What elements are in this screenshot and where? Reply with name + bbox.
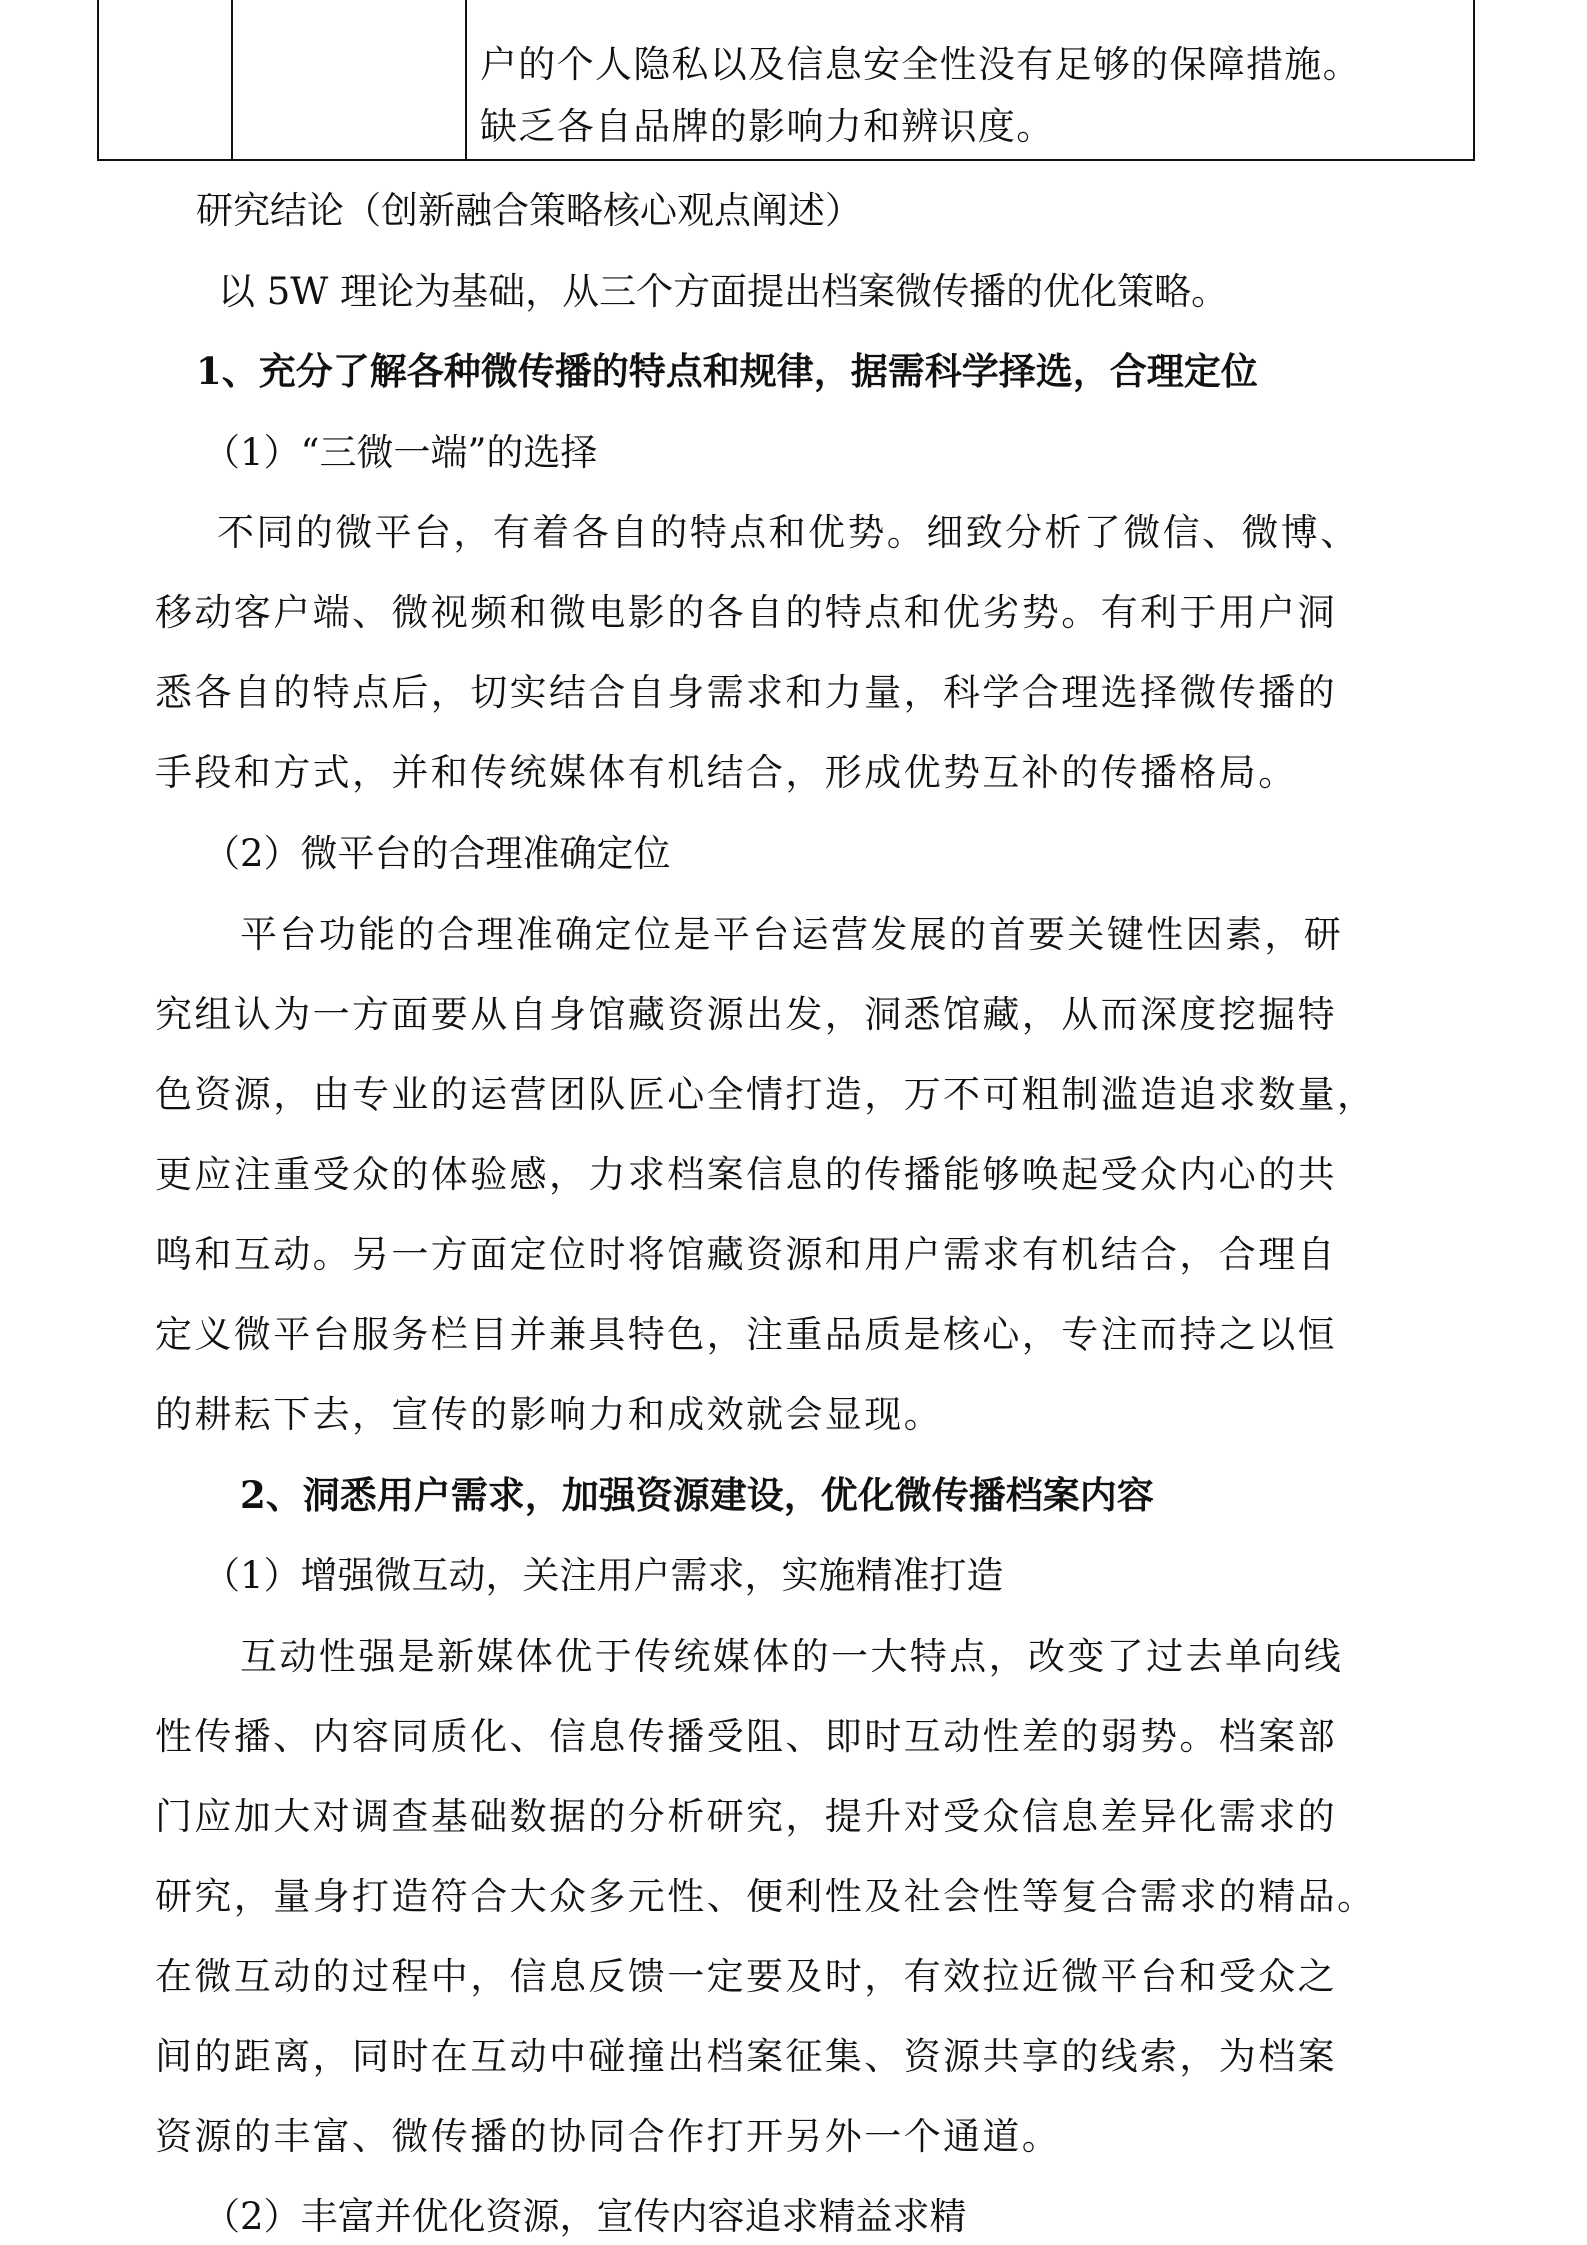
paragraph-line: 互动性强是新媒体优于传统媒体的一大特点，改变了过去单向线	[240, 1635, 1344, 1678]
paragraph-line: 手段和方式，并和传统媒体有机结合，形成优势互补的传播格局。	[155, 751, 1298, 794]
part2-sub1-title: （1）增强微互动，关注用户需求，实施精准打造	[203, 1554, 1004, 1597]
paragraph-line: 移动客户端、微视频和微电影的各自的特点和优劣势。有利于用户洞	[155, 591, 1337, 634]
part2-title: 2、洞悉用户需求，加强资源建设，优化微传播档案内容	[240, 1473, 1154, 1517]
part1-sub2-title: （2）微平台的合理准确定位	[203, 832, 671, 875]
paragraph-line: 的耕耘下去，宣传的影响力和成效就会显现。	[155, 1393, 943, 1436]
table-cell-line: 缺乏各自品牌的影响力和辨识度。	[480, 105, 1055, 148]
intro-paragraph: 以 5W 理论为基础，从三个方面提出档案微传播的优化策略。	[218, 270, 1229, 313]
part2-sub2-title: （2）丰富并优化资源，宣传内容追求精益求精	[203, 2195, 967, 2238]
section-heading: 研究结论（创新融合策略核心观点阐述）	[196, 189, 862, 232]
paragraph-line: 资源的丰富、微传播的协同合作打开另外一个通道。	[155, 2115, 1062, 2158]
paragraph-line: 研究，量身打造符合大众多元性、便利性及社会性等复合需求的精品。	[155, 1875, 1377, 1918]
paragraph-line: 色资源，由专业的运营团队匠心全情打造，万不可粗制滥造追求数量，	[155, 1073, 1377, 1116]
paragraph-line: 鸣和互动。另一方面定位时将馆藏资源和用户需求有机结合，合理自	[155, 1233, 1337, 1276]
paragraph-line: 门应加大对调查基础数据的分析研究，提升对受众信息差异化需求的	[155, 1795, 1337, 1838]
paragraph-line: 平台功能的合理准确定位是平台运营发展的首要关键性因素，研	[240, 913, 1344, 956]
paragraph-line: 性传播、内容同质化、信息传播受阻、即时互动性差的弱势。档案部	[155, 1715, 1337, 1758]
table-cell-line: 户的个人隐私以及信息安全性没有足够的保障措施。	[480, 43, 1361, 86]
paragraph-line: 不同的微平台，有着各自的特点和优势。细致分析了微信、微博、	[217, 511, 1360, 554]
paragraph-line: 间的距离，同时在互动中碰撞出档案征集、资源共享的线索，为档案	[155, 2035, 1337, 2078]
table-column-divider	[231, 0, 233, 159]
table-column-divider	[465, 0, 467, 159]
paragraph-line: 究组认为一方面要从自身馆藏资源出发，洞悉馆藏，从而深度挖掘特	[155, 993, 1337, 1036]
paragraph-line: 更应注重受众的体验感，力求档案信息的传播能够唤起受众内心的共	[155, 1153, 1337, 1196]
paragraph-line: 定义微平台服务栏目并兼具特色，注重品质是核心，专注而持之以恒	[155, 1313, 1337, 1356]
paragraph-line: 在微互动的过程中，信息反馈一定要及时，有效拉近微平台和受众之	[155, 1955, 1337, 1998]
part1-sub1-title: （1）“三微一端”的选择	[203, 431, 598, 474]
paragraph-line: 悉各自的特点后，切实结合自身需求和力量，科学合理选择微传播的	[155, 671, 1337, 714]
part1-title: 1、充分了解各种微传播的特点和规律，据需科学择选，合理定位	[196, 349, 1258, 393]
